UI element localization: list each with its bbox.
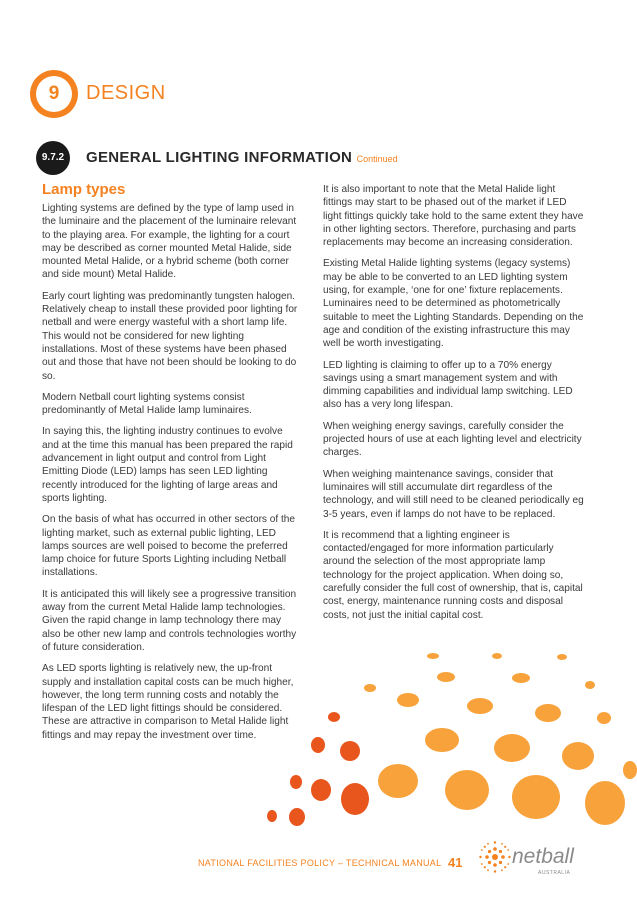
paragraph: Early court lighting was predominantly tungsten halogen. Relatively cheap to install these provided poor lighting for netball and were energy wasteful with a short lamp life. This would not be considered for new lighting installations. Most of these systems have been phased out and those that have not been should be looking to do so. xyxy=(42,290,298,382)
paragraph: In saying this, the lighting industry continues to evolve and at the time this manual has been prepared the rapid advancement in light output and control from Light Emitting Diode (LED) lamps has seen LED lighting recently introduced for the lighting of large areas and sports lighting. xyxy=(42,426,293,504)
left-column xyxy=(42,181,298,750)
paragraph: On the basis of what has occurred in other sectors of the lighting market, such as external public lighting, LED lamps sources are well poised to become the preferred lamp choice for future Sports Lighting including Netball installations. xyxy=(42,514,296,579)
page-number: 41 xyxy=(448,855,463,870)
section-number-badge: 9.7.2 xyxy=(36,141,70,175)
paragraph: Lighting systems are defined by the type of lamp used in the luminaire and the placement of the luminaire relevant to the playing area. For example, the lighting for a court may be described as corner mounted Metal Halide, side mounted Metal Halide, or a hybrid scheme (both corner and side mount) Metal Halide. xyxy=(42,203,297,281)
paragraph: It is also important to note that the Metal Halide light fittings may start to be phased out of the market if LED light fittings quickly take hold to the same extent they have in other lighting sectors. Therefore, purchasing and parts replacements may become an increasing consideration. xyxy=(323,184,584,249)
section-title xyxy=(86,149,398,166)
chapter-title: DESIGN xyxy=(86,82,166,104)
netball-logo-subtitle: AUSTRALIA xyxy=(538,870,571,876)
paragraph: LED lighting is claiming to offer up to a 70% energy savings using a smart management system and with dimming capabilities and individual lamp switching. LED also has a very long lifespan. xyxy=(323,359,573,411)
lamp-types-heading: Lamp types xyxy=(42,181,126,198)
paragraph: It is anticipated this will likely see a progressive transition away from the current Metal Halide lamp technologies. Given the rapid change in lamp technology there may also be other new lamp and controls technologies worthy of future consideration. xyxy=(42,588,297,653)
section-continued-label: Continued xyxy=(356,154,398,164)
netball-logo-wordmark: netball xyxy=(512,845,574,868)
paragraph: Modern Netball court lighting systems consist predominantly of Metal Halide lamp luminaires. xyxy=(42,391,252,417)
footer-manual-title: NATIONAL FACILITIES POLICY – TECHNICAL MANUAL xyxy=(198,858,442,868)
right-column xyxy=(323,183,585,630)
chapter-number: 9 xyxy=(36,76,72,112)
paragraph: Existing Metal Halide lighting systems (legacy systems) may be able to be converted to an LED lighting system using, for example, ‘one for one’ fixture replacements. Luminaires need to be determined as photometrically suitable to meet the Lighting Standards. Depending on the age and condition of the existing infrastructure this may well be worth investigating. xyxy=(323,258,584,350)
paragraph: It is recommend that a lighting engineer is contacted/engaged for more information particularly around the selection of the most appropriate lamp technology for the project application. When doing so, carefully consider the full cost of ownership, that is, capital cost, energy, maintenance running costs and disposal costs, not just the initial capital cost. xyxy=(323,529,583,621)
netball-logo-icon xyxy=(477,839,513,875)
section-title-text: GENERAL LIGHTING INFORMATION xyxy=(86,149,353,166)
chapter-badge xyxy=(30,70,78,118)
paragraph: As LED sports lighting is relatively new, the up-front supply and installation capital costs can be much higher, however, the long term running costs and notably the lifespan of the LED light fittings should be considered. These are attractive in comparison to Metal Halide light fittings and may repay the investment over time. xyxy=(42,663,294,741)
paragraph: When weighing maintenance savings, consider that luminaires will still accumulate dirt regardless of the technology, and will still need to be cleaned periodically eg 3-5 years, even if lamps do not have to be replaced. xyxy=(323,468,584,520)
paragraph: When weighing energy savings, carefully consider the projected hours of use at each lighting level and electricity charges. xyxy=(323,420,582,459)
